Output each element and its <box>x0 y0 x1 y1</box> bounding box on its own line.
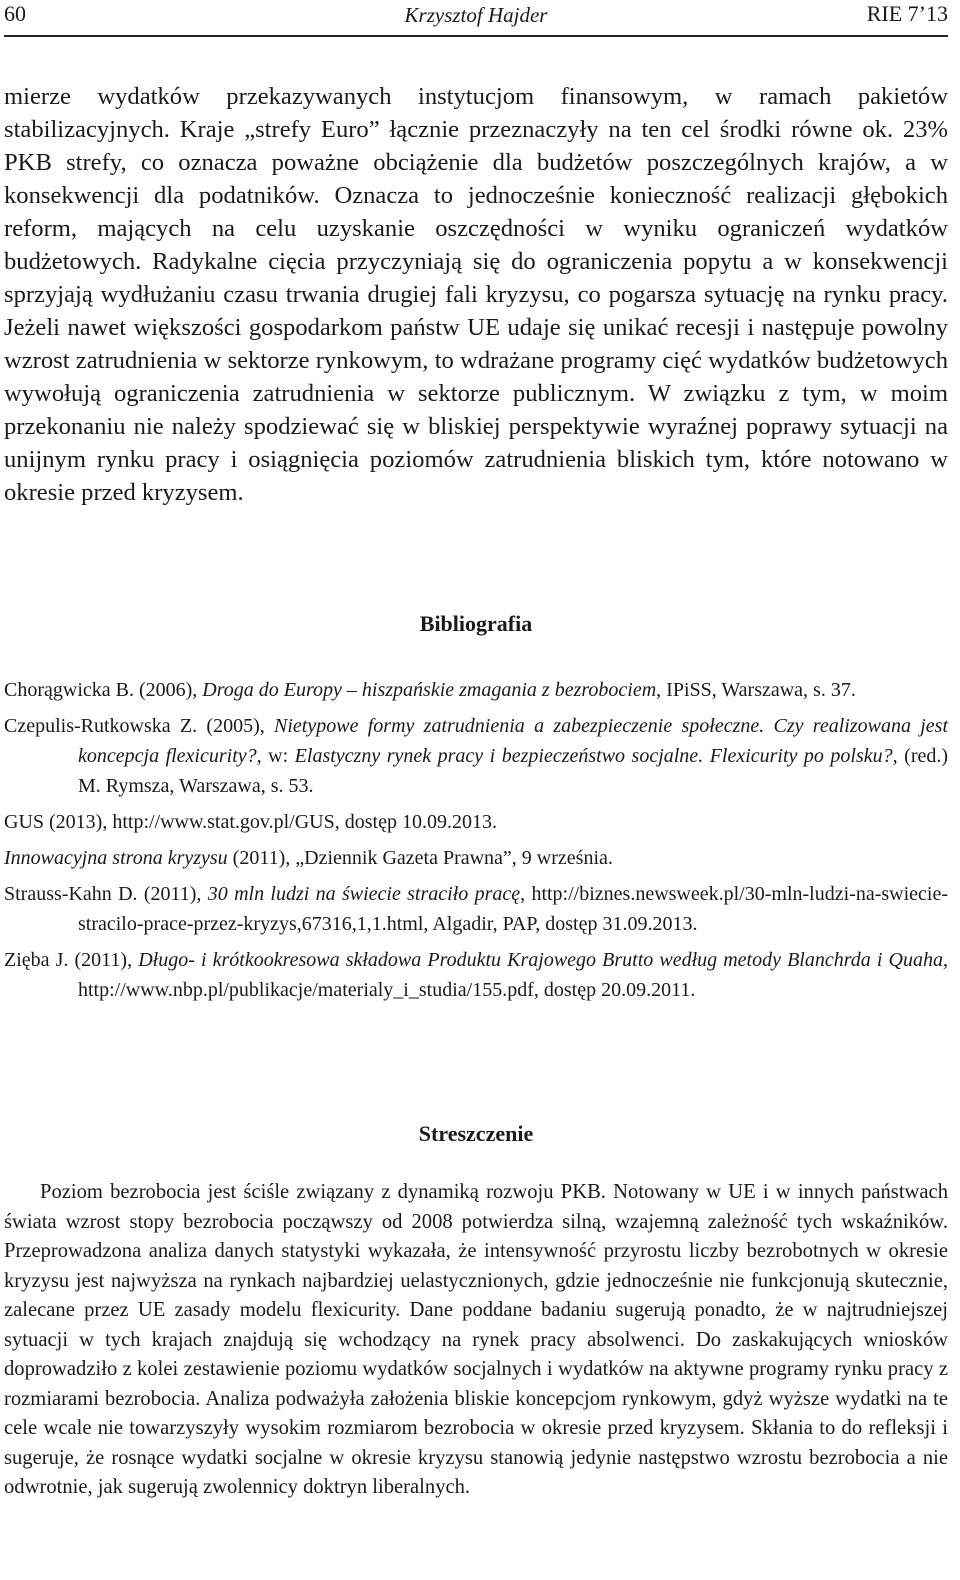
abstract-heading: Streszczenie <box>418 1121 534 1146</box>
bib-entry: Zięba J. (2011), Długo- i krótkookresowa składowa Produktu Krajowego Brutto według metody Blanchrda i Quaha, http://www.nbp.pl/publikacje/materialy_i_studia/155.pdf, dostęp 20.09.2011. <box>4 949 948 1001</box>
bib-entry: Strauss-Kahn D. (2011), 30 mln ludzi na świecie straciło pracę, http://biznes.newsweek.pl/30-mln-ludzi-na-swiecie-stracilo-prace-przez-kryzys,67316,1,1.html, Algadir, PAP, dostęp 31.09.2013. <box>4 883 948 935</box>
abstract-paragraph: Poziom bezrobocia jest ściśle związany z dynamiką rozwoju PKB. Notowany w UE i w innych państwach świata wzrost stopy bezrobocia począwszy od 2008 potwierdza silną, wzajemną zależność tych wskaźników. Przeprowadzona analiza danych statystyki wykazała, że intensywność przyrostu liczby bezrobotnych w okresie kryzysu jest najwyższa na rynkach najbardziej uelastycznionych, gdzie jednocześnie nie funkcjonują skutecznie, zalecane przez UE zasady modelu flexicurity. Dane poddane badaniu sugerują ponadto, że w najtrudniejszej sytuacji w tych krajach znajdują się wchodzący na rynek pracy absolwenci. Do zaskakujących wniosków doprowadziło z kolei zestawienie poziomu wydatków socjalnych i wydatków na aktywne programy rynku pracy z rozmiarami bezrobocia. Analiza podważyła założenia bliskie koncepcjom rynkowym, gdyż wyższe wydatki na te cele wcale nie towarzyszyły wysokim rozmiarom bezrobocia w okresie przed kryzysem. Skłania to do refleksji i sugeruje, że rosnące wydatki socjalne w okresie kryzysu stanowią jedynie następstwo wzrostu bezrobocia a nie odwrotnie, jak sugerują zwolennicy doktryn liberalnych. <box>4 1181 948 1498</box>
header-author: Krzysztof Hajder <box>404 3 548 27</box>
bib-entry: Chorągwicka B. (2006), Droga do Europy – hiszpańskie zmagania z bezrobociem, IPiSS, Warszawa, s. 37. <box>4 679 856 701</box>
abstract-text <box>4 1178 948 1503</box>
header-journal: RIE 7’13 <box>866 1 948 26</box>
bib-entry: Innowacyjna strona kryzysu (2011), „Dziennik Gazeta Prawna”, 9 września. <box>4 847 613 869</box>
running-header <box>4 0 948 32</box>
body-text <box>4 80 948 509</box>
body-paragraph: mierze wydatków przekazywanych instytucjom finansowym, w ramach pakietów stabilizacyjnych. Kraje „strefy Euro” łącznie przeznaczyły na ten cel środki równe ok. 23% PKB strefy, co oznacza poważne obciążenie dla budżetów poszczególnych krajów, a w konsekwencji dla podatników. Oznacza to jednocześnie konieczność realizacji głębokich reform, mających na celu uzyskanie oszczędności w wyniku ograniczeń wydatków budżetowych. Radykalne cięcia przyczyniają się do ograniczenia popytu a w konsekwencji sprzyjają wydłużaniu czasu trwania drugiej fali kryzysu, co pogarsza sytuację na rynku pracy. Jeżeli nawet większości gospodarkom państw UE udaje się unikać recesji i następuje powolny wzrost zatrudnienia w sektorze rynkowym, to wdrażane programy cięć wydatków budżetowych wywołują ograniczenia zatrudnienia w sektorze publicznym. W związku z tym, w moim przekonaniu nie należy spodziewać się w bliskiej perspektywie wyraźnej poprawy sytuacji na unijnym rynku pracy i osiągnięcia poziomów zatrudnienia bliskich tym, które notowano w okresie przed kryzysem. <box>4 83 948 506</box>
header-rule <box>4 35 948 37</box>
page-number: 60 <box>4 1 26 26</box>
bibliography-heading: Bibliografia <box>419 611 533 636</box>
bibliography-list <box>4 675 948 1011</box>
bib-entry: Czepulis-Rutkowska Z. (2005), Nietypowe formy zatrudnienia a zabezpieczenie społeczne. Czy realizowana jest koncepcja flexicurity?, w: Elastyczny rynek pracy i bezpieczeństwo socjalne. Flexicurity po polsku?, (red.) M. Rymsza, Warszawa, s. 53. <box>4 715 949 797</box>
bib-entry: GUS (2013), http://www.stat.gov.pl/GUS, dostęp 10.09.2013. <box>4 811 497 833</box>
